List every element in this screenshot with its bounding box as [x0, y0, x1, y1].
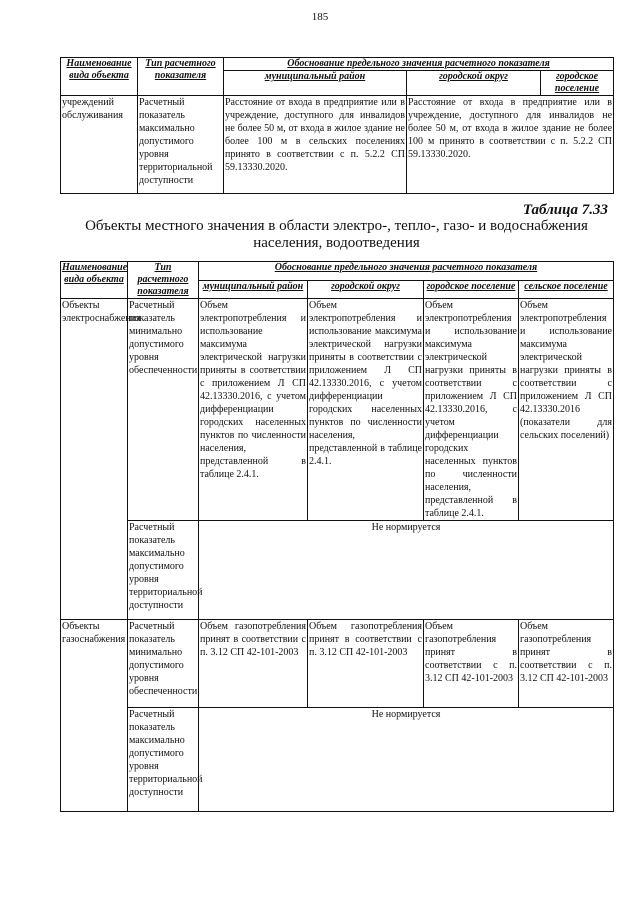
table-service-facilities [60, 57, 614, 194]
city-value-cell: Расстояние от входа в предприятие или в учреждение, доступного для инвалидов не более 50 м, от входа в жилое здание не более 100 м принято в соответствии с п. 5.2.2 СП 59.13330.2020. [407, 96, 614, 194]
header-rural-settlement: сельское поселение [519, 280, 614, 299]
table-row [61, 299, 614, 521]
object-name-cell: Объекты газоснабжения [61, 620, 128, 812]
indicator-type-cell: Расчетный показатель максимально допустимого уровня территориальной доступности [138, 96, 224, 194]
municipal-value-cell: Расстояние от входа в предприятие или в учреждение, доступного для инвалидов не более 50 м, от входа в жилое здание не более 100 м в сельских поселениях принято в соответствии с п. 5.2.2 СП 59.13330.2020. [224, 96, 407, 194]
table-row [61, 620, 614, 708]
header-object-name: Наименование вида объекта [61, 262, 128, 299]
not-normed-cell: Не нормируется [199, 708, 614, 812]
page-number: 185 [311, 11, 329, 23]
header-municipal-district: муниципальный район [224, 71, 407, 96]
header-indicator-type: Тип расчетного показателя [138, 58, 224, 96]
city-value-cell: Объем электропотребления и использование максимума электрической нагрузки приняты в соответствии с приложением Л СП 42.13330.2016, с учетом дифференциации городских населенных пунктов по численности населения, представленной в таблице 2.4.1. [308, 299, 424, 521]
table-header-row [61, 262, 614, 281]
indicator-type-cell: Расчетный показатель минимально допустимого уровня обеспеченности [128, 620, 199, 708]
header-city-district: городской округ [407, 71, 541, 96]
header-indicator-type: Тип расчетного показателя [128, 262, 199, 299]
header-urban-settlement: городское поселение [424, 280, 519, 299]
header-urban-settlement: городское поселение [541, 71, 614, 96]
not-normed-cell: Не нормируется [199, 521, 614, 620]
city-value-cell: Объем газопотребления принят в соответствии с п. 3.12 СП 42-101-2003 [308, 620, 424, 708]
urban-value-cell: Объем электропотребления и использование максимума электрической нагрузки приняты в соответствии с приложением Л СП 42.13330.2016, с учетом дифференциации городских населенных пунктов по численности населения, представленной в таблице 2.4.1. [425, 300, 517, 519]
object-name-cell: Объекты электроснабжения [61, 299, 128, 620]
table-title: Объекты местного значения в области электро-, тепло-, газо- и водоснабжения населения, водоотведения [85, 218, 588, 251]
header-city-district: городской округ [308, 280, 424, 299]
rural-value-cell: Объем газопотребления принят в соответствии с п. 3.12 СП 42-101-2003 [519, 620, 614, 708]
object-name-cell: учреждений обслуживания [61, 96, 138, 194]
table-header-row [61, 58, 614, 71]
indicator-type-cell: Расчетный показатель максимально допустимого уровня территориальной доступности [128, 708, 199, 812]
header-basis: Обоснование предельного значения расчетного показателя [224, 58, 614, 71]
table-utilities [60, 261, 614, 812]
table-row [61, 708, 614, 812]
table-caption: Таблица 7.33 [522, 202, 608, 218]
header-basis: Обоснование предельного значения расчетного показателя [199, 262, 614, 281]
table-row [61, 96, 614, 194]
urban-value-cell: Объем газопотребления принят в соответствии с п. 3.12 СП 42-101-2003 [424, 620, 519, 708]
municipal-value-cell: Объем электропотребления и использование максимума электрической нагрузки приняты в соответствии с приложением Л СП 42.13330.2016, с учетом дифференциации городских населенных пунктов по численности населения, представленной в таблице 2.4.1. [199, 299, 308, 521]
rural-value-cell: Объем электропотребления и использование максимума электрической нагрузки приняты в соответствии с приложением Л СП 42.13330.2016 (показатели для сельских поселений) [519, 299, 614, 521]
table-row [61, 521, 614, 620]
header-object-name: Наименование вида объекта [61, 58, 138, 96]
indicator-type-cell: Расчетный показатель максимально допустимого уровня территориальной доступности [128, 521, 199, 620]
header-municipal-district: муниципальный район [199, 280, 308, 299]
indicator-type-cell: Расчетный показатель минимально допустимого уровня обеспеченности [128, 299, 199, 521]
municipal-value-cell: Объем газопотребления принят в соответствии с п. 3.12 СП 42-101-2003 [199, 620, 308, 708]
